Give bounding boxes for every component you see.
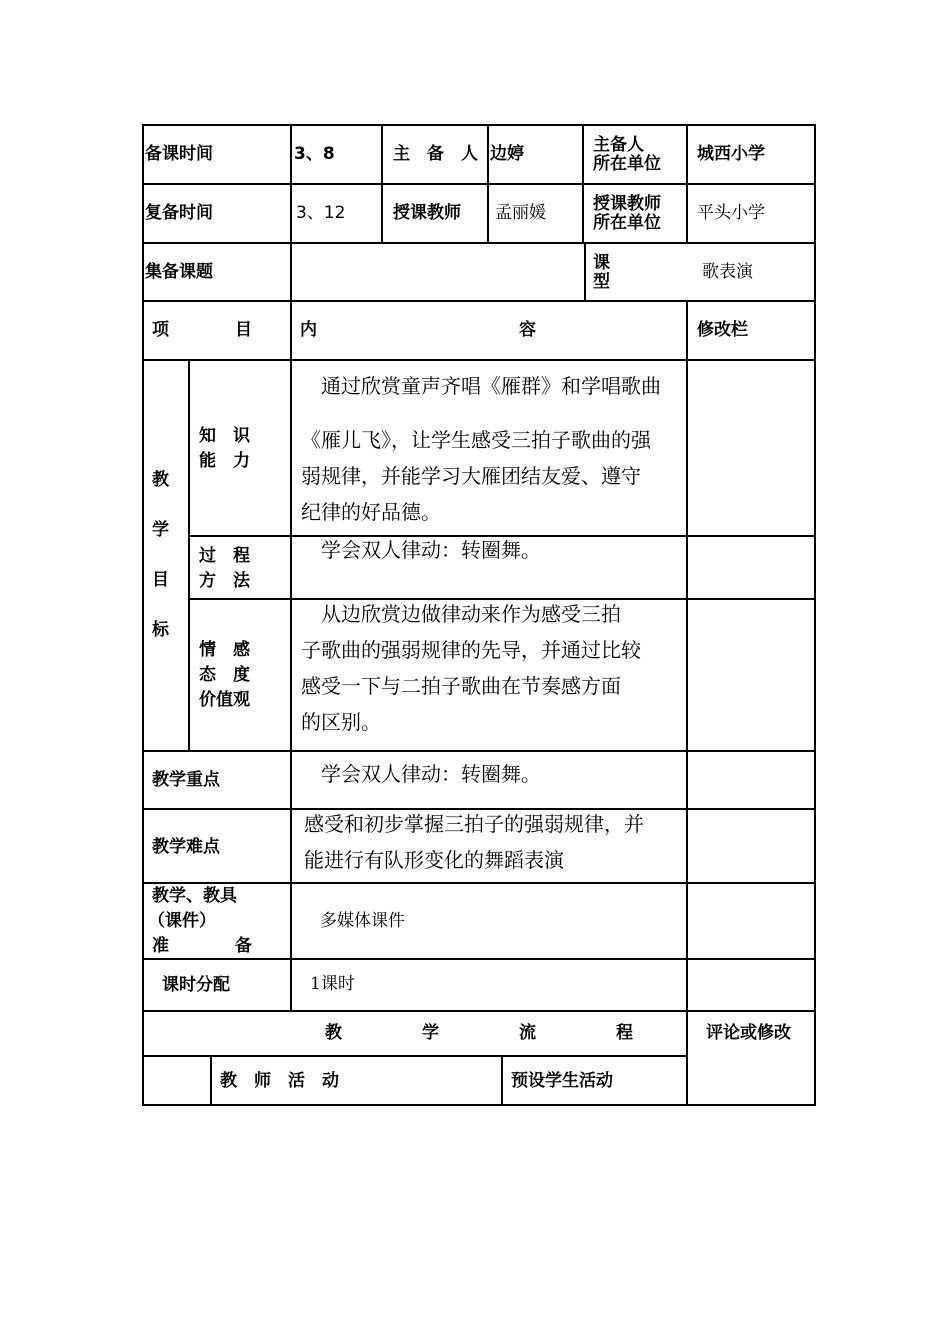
rule-difficulty: [142, 882, 816, 884]
objectives-group-char-4: 标: [152, 620, 169, 640]
key-point-label: 教学重点: [152, 770, 220, 790]
emotion-line-3: 感受一下与二拍子歌曲在节奏感方面: [301, 674, 621, 698]
rule-col-c: [487, 124, 489, 243]
rule-objectives-group: [188, 359, 190, 752]
schedule-label: 课时分配: [162, 975, 230, 995]
lesson-type-label-1: 课: [593, 253, 610, 273]
emotion-label-3: 价值观: [199, 690, 250, 710]
column-item-header: [152, 320, 252, 340]
knowledge-text: [301, 368, 661, 530]
rule-objectives: [142, 750, 816, 752]
rule-schedule: [142, 1010, 816, 1012]
column-revision-header: 修改栏: [697, 320, 748, 340]
objectives-group-char-2: 学: [152, 520, 169, 540]
rule-left: [142, 124, 144, 1106]
difficulty-line-2: 能进行有队形变化的舞蹈表演: [304, 848, 564, 872]
knowledge-line-3: 弱规律，并能学习大雁团结友爱、遵守: [301, 464, 641, 488]
materials-label-char-1: 准: [152, 936, 169, 956]
column-item-char-1: 项: [152, 320, 169, 340]
teacher-value: 孟丽媛: [495, 203, 546, 223]
rule-flow-left: [210, 1055, 212, 1106]
rule-materials: [142, 958, 816, 960]
rule-row1: [142, 183, 816, 185]
materials-text: 多媒体课件: [320, 911, 405, 931]
teacher-unit-value: 平头小学: [697, 203, 765, 223]
teacher-unit-label-2: 所在单位: [593, 213, 661, 233]
prep-time-label: 备课时间: [145, 144, 213, 164]
emotion-line-1: 从边欣赏边做律动来作为感受三拍: [301, 602, 621, 626]
emotion-text: [301, 596, 641, 740]
emotion-line-2: 子歌曲的强弱规律的先导，并通过比较: [301, 638, 641, 662]
rule-flow-mid: [501, 1055, 503, 1106]
column-item-char-2: 目: [235, 320, 252, 340]
emotion-line-4: 的区别。: [301, 710, 381, 734]
knowledge-label-2: 能 力: [199, 451, 250, 471]
teacher-activity-header: 教 师 活 动: [220, 1071, 339, 1091]
rule-row2: [142, 242, 816, 244]
student-activity-header: 预设学生活动: [511, 1071, 613, 1091]
difficulty-text: [304, 806, 644, 878]
difficulty-label: 教学难点: [152, 837, 220, 857]
preparer-unit-value: 城西小学: [697, 144, 765, 164]
review-time-label: 复备时间: [145, 203, 213, 223]
knowledge-line-4: 纪律的好品德。: [301, 500, 441, 524]
rule-row3: [142, 300, 816, 302]
materials-label-3: [152, 936, 252, 956]
column-content-char-1: 内: [300, 320, 317, 340]
rule-right: [814, 124, 816, 1106]
rule-flow: [142, 1055, 688, 1057]
rule-top: [142, 124, 816, 126]
rule-row4: [142, 359, 816, 361]
prep-time-value: 3、8: [294, 144, 335, 164]
difficulty-line-1: 感受和初步掌握三拍子的强弱规律，并: [304, 812, 644, 836]
knowledge-label-1: 知 识: [199, 426, 250, 446]
process-flow-char-1: 教: [325, 1023, 342, 1043]
column-content-char-2: 容: [519, 320, 536, 340]
comment-header: 评论或修改: [706, 1023, 791, 1043]
process-flow-title: [325, 1023, 633, 1043]
emotion-label-1: 情 感: [199, 640, 250, 660]
rule-col-d1: [582, 124, 584, 243]
preparer-unit-label-2: 所在单位: [593, 154, 661, 174]
rule-col-e2: [686, 300, 688, 1106]
schedule-text: 1课时: [310, 974, 355, 994]
emotion-label-2: 态 度: [199, 665, 250, 685]
process-flow-char-4: 程: [616, 1023, 633, 1043]
preparer-unit-label-1: 主备人: [593, 135, 644, 155]
teacher-label: 授课教师: [393, 203, 461, 223]
main-preparer-value: 边婷: [490, 144, 524, 164]
objectives-group-char-3: 目: [152, 570, 169, 590]
rule-col-b: [381, 124, 383, 243]
lesson-type-value: 歌表演: [702, 262, 753, 282]
objectives-group-char-1: 教: [152, 470, 169, 490]
knowledge-line-2: 《雁儿飞》，让学生感受三拍子歌曲的强: [301, 428, 651, 452]
process-label-1: 过 程: [199, 546, 250, 566]
knowledge-line-1: 通过欣赏童声齐唱《雁群》和学唱歌曲: [301, 374, 661, 398]
process-text: 学会双人律动：转圈舞。: [301, 538, 541, 562]
main-preparer-label: 主 备 人: [393, 144, 478, 164]
review-time-value: 3、12: [296, 203, 346, 223]
process-label-2: 方 法: [199, 571, 250, 591]
process-flow-char-3: 流: [519, 1023, 536, 1043]
process-flow-char-2: 学: [422, 1023, 439, 1043]
rule-col-e1: [686, 124, 688, 243]
topic-label: 集备课题: [145, 262, 213, 282]
materials-label-1: 教学、教具: [152, 886, 237, 906]
materials-label-char-2: 备: [235, 936, 252, 956]
teacher-unit-label-1: 授课教师: [593, 194, 661, 214]
materials-label-2: （课件）: [148, 911, 216, 931]
rule-col-d2: [584, 242, 586, 302]
column-content-header: [300, 320, 536, 340]
rule-bottom: [142, 1104, 816, 1106]
key-point-text: 学会双人律动：转圈舞。: [301, 762, 541, 786]
rule-knowledge: [188, 535, 816, 537]
rule-col-label: [290, 124, 292, 1012]
lesson-type-label-2: 型: [593, 272, 610, 292]
